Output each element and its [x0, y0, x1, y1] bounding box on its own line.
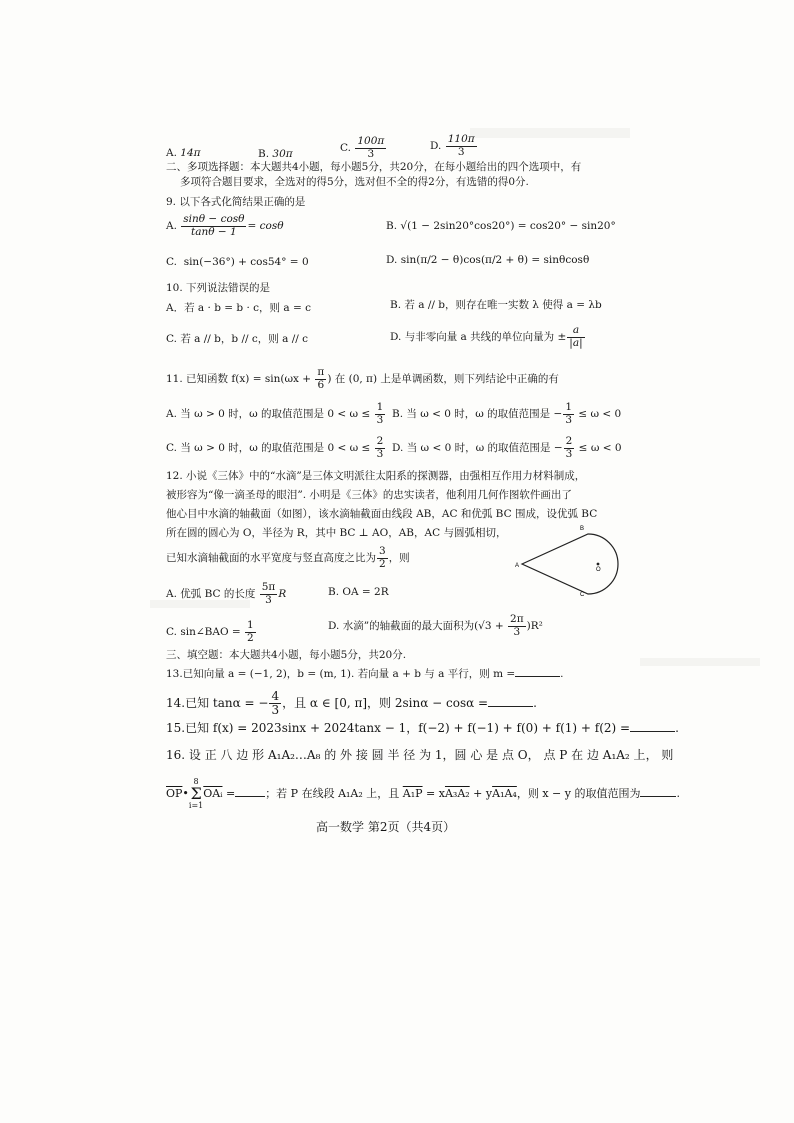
section-3-heading: 三、填空题：本大题共4小题，每小题5分，共20分.	[166, 649, 407, 661]
q10-option-d: D. 与非零向量 a 共线的单位向量为 ± $\frac{a}{|a|}$	[390, 324, 583, 349]
q12-option-a: A. 优弧 BC 的长度 $\frac{5\pi}{3}$ R	[166, 581, 287, 606]
page-footer: 高一数学 第2页（共4页）	[316, 820, 456, 834]
q11-option-a: A. 当 ω > 0 时，ω 的取值范围是 0 < ω ≤ $\frac{1}{3}$	[166, 401, 384, 426]
label-b: B	[580, 526, 585, 532]
waterdrop-figure	[512, 520, 636, 598]
q14-answer-blank	[488, 696, 533, 707]
q11-option-b: B. 当 ω < 0 时，ω 的取值范围是 − $\frac{1}{3}$ ≤ ω < 0	[392, 401, 622, 426]
q9-option-a: A. $\frac{\sin\theta - \cos\theta}{\tan\theta - 1}$ = cosθ	[166, 213, 284, 238]
q14: 14.已知 tanα = − $\frac{4}{3}$ ，且 α ∈ [0, π]，则 2sinα − cosα = .	[166, 689, 537, 718]
q13: 13.已知向量 a = (−1, 2)，b = (m, 1). 若向量 a + b 与 a 平行，则 m = .	[166, 668, 564, 680]
q12-line-5: 已知水滴轴截面的水平宽度与竖直高度之比为 $\frac{3}{2}$ ，则	[166, 545, 410, 570]
q16-line-2: $\overline{OP}•8$ Σ $i=1\overline{OAᵢ}$ = ；若 P 在线段 A₁A₂ 上，且 A₁P = xA₃A₂ + yA₁A₄，则 x − y 的取值范围为 .	[166, 777, 680, 810]
q12-line-3: 他心目中水滴的轴截面（如图），该水滴轴截面由线段 AB，AC 和优弧 BC 围成，设优弧 BC	[166, 508, 598, 520]
label-o: O	[596, 567, 601, 573]
q11-stem: 11. 已知函数 f(x) = sin(ωx + $\frac{\pi}{6}$ ) 在 (0, π) 上是单调函数，则下列结论中正确的有	[166, 366, 559, 391]
q8-option-b: B. 30π	[258, 148, 293, 160]
q12-option-c: C. sin∠BAO = $\frac{1}{2}$	[166, 619, 254, 644]
q9-option-b: B. √(1 − 2sin20°cos20°) = cos20° − sin20°	[386, 220, 616, 232]
label-c: C	[580, 592, 585, 598]
q10-option-c: C. 若 a // b，b // c，则 a // c	[166, 333, 308, 345]
q10-option-b: B. 若 a // b，则存在唯一实数 λ 使得 a = λb	[390, 299, 602, 311]
q12-line-1: 12. 小说《三体》中的“水滴”是三体文明派往太阳系的探测器，由强相互作用力材料制成，	[166, 470, 586, 482]
section-2-rules: 多项符合题目要求，全选对的得5分，选对但不全的得2分，有选错的得0分.	[180, 176, 529, 188]
scan-noise	[470, 128, 630, 138]
q13-answer-blank	[515, 666, 560, 677]
q10-option-a: A．若 a · b = b · c，则 a = c	[166, 302, 311, 314]
q15-answer-blank	[630, 721, 675, 732]
q16-answer-blank-1	[235, 786, 265, 797]
q9-option-c: C. sin(−36°) + cos54° = 0	[166, 256, 309, 268]
q16-line-1: 16. 设 正 八 边 形 A₁A₂…A₈ 的 外 接 圆 半 径 为 1，圆 心 是 点 O， 点 P 在 边 A₁A₂ 上， 则	[166, 748, 674, 762]
q16-answer-blank-2	[640, 786, 676, 797]
scan-noise	[640, 658, 760, 666]
q8-option-d: D. $\frac{110\pi}{3}$	[430, 133, 475, 158]
q12-line-2: 被形容为“像一滴圣母的眼泪”. 小明是《三体》的忠实读者，他利用几何作图软件画出了	[166, 489, 572, 501]
q11-option-c: C. 当 ω > 0 时，ω 的取值范围是 0 < ω ≤ $\frac{2}{3}$	[166, 435, 384, 460]
section-2-heading: 二、多项选择题：本大题共4小题，每小题5分，共20分，在每小题给出的四个选项中，有	[166, 161, 582, 173]
q11-option-d: D. 当 ω < 0 时，ω 的取值范围是 − $\frac{2}{3}$ ≤ ω < 0	[392, 435, 622, 460]
q10-stem: 10. 下列说法错误的是	[166, 282, 271, 294]
label-a: A	[515, 563, 520, 569]
q8-option-a: A. 14π	[166, 147, 201, 159]
q9-option-d: D. sin(π/2 − θ)cos(π/2 + θ) = sinθcosθ	[386, 254, 590, 266]
q12-option-d: D. 水滴”的轴截面的最大面积为(√3 + $\frac{2\pi}{3}$ )R²	[328, 613, 543, 638]
q9-stem: 9. 以下各式化简结果正确的是	[166, 196, 306, 208]
q12-option-b: B. OA = 2R	[328, 586, 389, 598]
q15: 15.已知 f(x) = 2023sinx + 2024tanx − 1，f(−2) + f(−1) + f(0) + f(1) + f(2) = .	[166, 721, 679, 735]
q12-line-4: 所在圆的圆心为 O，半径为 R，其中 BC ⊥ AO，AB，AC 与圆弧相切，	[166, 527, 507, 539]
q8-option-c: C. $\frac{100\pi}{3}$	[340, 135, 385, 160]
waterdrop-outline	[522, 534, 618, 594]
center-point-o	[597, 563, 600, 566]
